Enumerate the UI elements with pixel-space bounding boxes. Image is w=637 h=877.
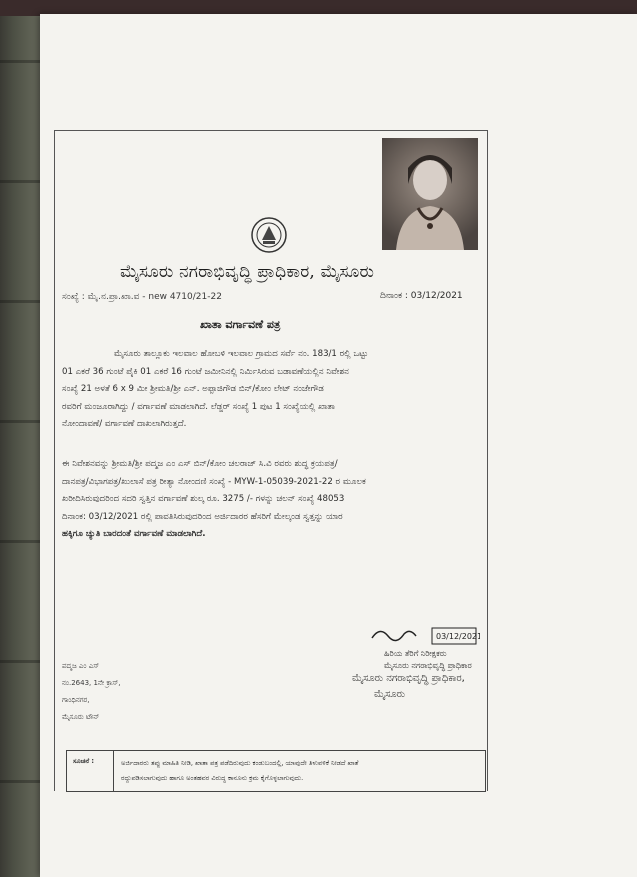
note-box [66,750,486,792]
signatory-seal: ಹಿರಿಯ ತೆರಿಗೆ ನಿರೀಕ್ಷಕರು ಮೈಸೂರು ನಗರಾಭಿವೃದ್ಧಿ ಪ್ರಾಧಿಕಾರ [384,649,472,670]
binder-edge [0,0,44,877]
reference-number: ಸಂಖ್ಯೆ : ಮೈ.ನ.ಪ್ರಾ.ಖಾ.ವ - new 4710/21-22 [62,292,222,302]
note-label: ಸೂಚನೆ : [73,757,95,765]
body-paragraph-1: ಮೈಸೂರು ತಾಲ್ಲೂಕು ಇಲವಾಲ ಹೋಬಳಿ ಇಲವಾಲ ಗ್ರಾಮದ ಸರ್ವೆ ನಂ. 183/1 ರಲ್ಲಿ ಒಟ್ಟು 01 ಎಕರೆ 36 ಗುಂಟೆ ಪೈಕಿ 01 ಎಕರೆ 16 ಗುಂಟೆ ಜಮೀನಿನಲ್ಲಿ ನಿರ್ಮಿಸಿರುವ ಬಡಾವಣೆಯಲ್ಲಿನ ನಿವೇಶನ ಸಂಖ್ಯೆ 21 ಅಳತೆ 6 x 9 ಮೀ ಶ್ರೀಮತಿ/ಶ್ರೀ ಎನ್. ಅಪ್ಪಾಜಿಗೌಡ ಬಿನ್/ಕೋಂ ಲೇಟ್ ನಂಜೇಗೌಡ ರವರಿಗೆ ಮಂಜೂರಾಗಿದ್ದು / ವರ್ಗಾವಣೆ ಮಾಡಲಾಗಿದೆ. ಲೆಡ್ಜರ್ ಸಂಖ್ಯೆ 1 ಪುಟ 1 ಸಂಖ್ಯೆಯಲ್ಲಿ ಖಾತಾ ನೋಂದಾವಣೆ/ ವರ್ಗಾವಣೆ ದಾಖಲಾಗಿರುತ್ತದೆ. [62,349,369,430]
office-name: ಮೈಸೂರು ನಗರಾಭಿವೃದ್ಧಿ ಪ್ರಾಧಿಕಾರ, ಮೈಸೂರು [120,262,375,282]
authority-emblem-icon [250,216,288,254]
date-stamp [370,624,480,646]
copy-to-address: ಪದ್ಮಜ ಎಂ ಎಸ್ ನಂ.2643, 1ನೇ ಕ್ರಾಸ್, ಗಾಂಧಿನಗರ, ಮೈಸೂರು ಟೌನ್ [62,662,121,721]
applicant-photo [382,138,478,250]
body-paragraph-2: ಈ ನಿವೇಶನವನ್ನು ಶ್ರೀಮತಿ/ಶ್ರೀ ಪದ್ಮಜ ಎಂ ಎಸ್ ಬಿನ್/ಕೋಂ ಚಲರಾಜ್ ಸಿ.ವಿ ರವರು ಶುದ್ಧ ಕ್ರಯಪತ್ರ/ ದಾನಪತ್ರ/ವಿಭಾಗಪತ್ರ/ಖುಲಾಸೆ ಪತ್ರ ರೀತ್ಯಾ ನೋಂದಣಿ ಸಂಖ್ಯೆ - MYW-1-05039-2021-22 ರ ಮೂಲಕ ಖರೀದಿಸಿರುವುದರಿಂದ ಸದರಿ ಸ್ವತ್ತಿನ ವರ್ಗಾವಣೆ ಶುಲ್ಕ ರೂ. 3275 /- ಗಳನ್ನು ಚಲನ್ ಸಂಖ್ಯೆ 48053 ದಿನಾಂಕ: 03/12/2021 ರಲ್ಲಿ ಪಾವತಿಸಿರುವುದರಿಂದ ಅರ್ಜಿದಾರರ ಹೆಸರಿಗೆ ಮೇಲ್ಕಂಡ ಸ್ವತ್ತನ್ನು ಯಾರ ಹಕ್ಕಿಗೂ ಚ್ಯುತಿ ಬಾರದಂತೆ ವರ್ಗಾವಣೆ ಮಾಡಲಾಗಿದೆ. [62,459,366,540]
letter-title: ಖಾತಾ ವರ್ಗಾವಣೆ ಪತ್ರ [200,318,281,331]
svg-text:03/12/2021: 03/12/2021 [436,632,480,641]
signatory-office: ಮೈಸೂರು ನಗರಾಭಿವೃದ್ಧಿ ಪ್ರಾಧಿಕಾರ, ಮೈಸೂರು [352,673,465,700]
issue-date: ದಿನಾಂಕ : 03/12/2021 [380,291,463,301]
note-text: ಅರ್ಜಿದಾರರು ತಪ್ಪು ಮಾಹಿತಿ ನೀಡಿ, ಖಾತಾ ಪತ್ರ ಪಡೆದಿರುವುದು ಕಂಡುಬಂದಲ್ಲಿ, ಯಾವುದೇ ತಿಳುವಳಿಕೆ ನೀಡದೆ ಖಾತೆ ರದ್ದುಪಡಿಸಲಾಗುವುದು ಹಾಗೂ ಅಂತಹವರ ವಿರುದ್ಧ ಕಾನೂನು ಕ್ರಮ ಕೈಗೊಳ್ಳಲಾಗುವುದು. [121,759,359,782]
